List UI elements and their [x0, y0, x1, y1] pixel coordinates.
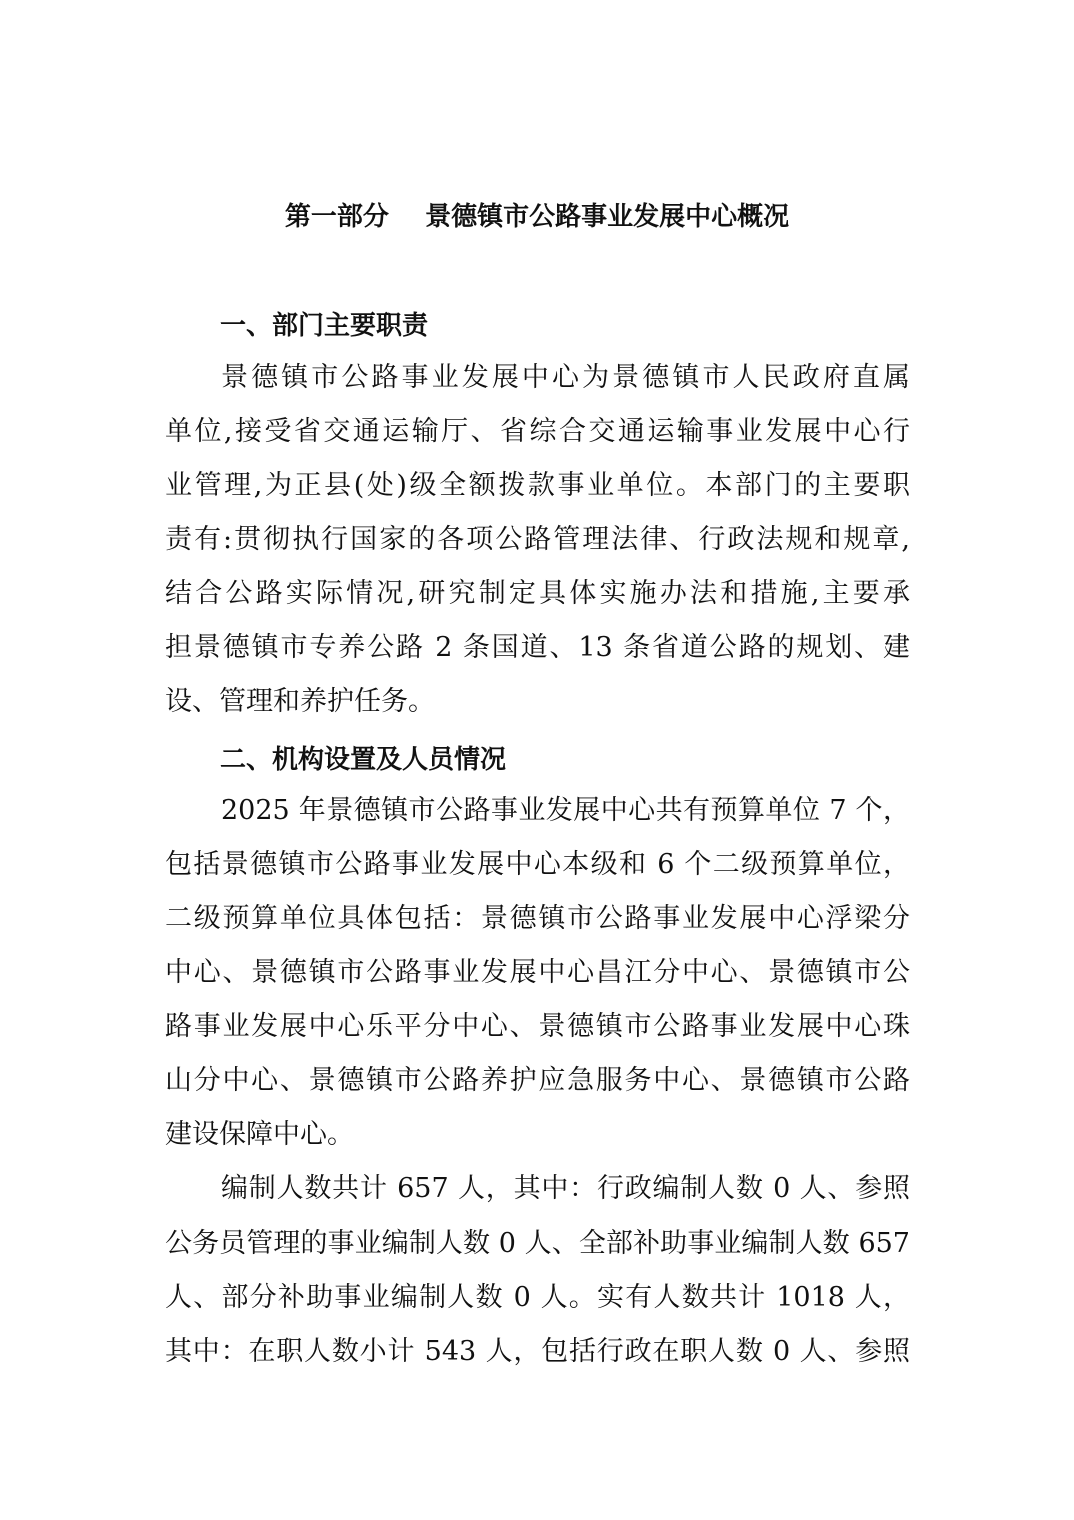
paragraph-line: 建设保障中心。: [165, 1119, 354, 1150]
paragraph-line: 责有:贯彻执行国家的各项公路管理法律、行政法规和规章,: [165, 524, 910, 555]
section-heading-organization: 二、机构设置及人员情况: [220, 745, 507, 775]
paragraph-line: 结合公路实际情况,研究制定具体实施办法和措施,主要承: [165, 578, 910, 609]
paragraph-line: 2025 年景德镇市公路事业发展中心共有预算单位 7 个，: [221, 795, 910, 826]
section-heading-duties: 一、部门主要职责: [220, 311, 429, 341]
paragraph-line: 公务员管理的事业编制人数 0 人、全部补助事业编制人数 657: [165, 1228, 910, 1259]
paragraph-line: 其中：在职人数小计 543 人，包括行政在职人数 0 人、参照: [165, 1336, 910, 1367]
paragraph-line: 景德镇市公路事业发展中心为景德镇市人民政府直属: [221, 362, 910, 393]
paragraph-line: 人、部分补助事业编制人数 0 人。实有人数共计 1018 人，: [165, 1282, 910, 1313]
paragraph-line: 设、管理和养护任务。: [165, 686, 435, 717]
paragraph-line: 包括景德镇市公路事业发展中心本级和 6 个二级预算单位，: [165, 849, 910, 880]
paragraph-line: 中心、景德镇市公路事业发展中心昌江分中心、景德镇市公: [165, 957, 910, 988]
paragraph-line: 业管理,为正县(处)级全额拨款事业单位。本部门的主要职: [165, 470, 910, 501]
paragraph-line: 山分中心、景德镇市公路养护应急服务中心、景德镇市公路: [165, 1065, 910, 1096]
paragraph-line: 编制人数共计 657 人，其中：行政编制人数 0 人、参照: [221, 1173, 910, 1204]
paragraph-line: 担景德镇市专养公路 2 条国道、13 条省道公路的规划、建: [165, 632, 910, 663]
page-title: [0, 196, 1074, 233]
paragraph-line: 路事业发展中心乐平分中心、景德镇市公路事业发展中心珠: [165, 1011, 910, 1042]
paragraph-line: 二级预算单位具体包括：景德镇市公路事业发展中心浮梁分: [165, 903, 910, 934]
title-part: 第一部分: [284, 202, 389, 232]
title-name: 景德镇市公路事业发展中心概况: [425, 202, 790, 232]
paragraph-line: 单位,接受省交通运输厅、省综合交通运输事业发展中心行: [165, 416, 910, 447]
